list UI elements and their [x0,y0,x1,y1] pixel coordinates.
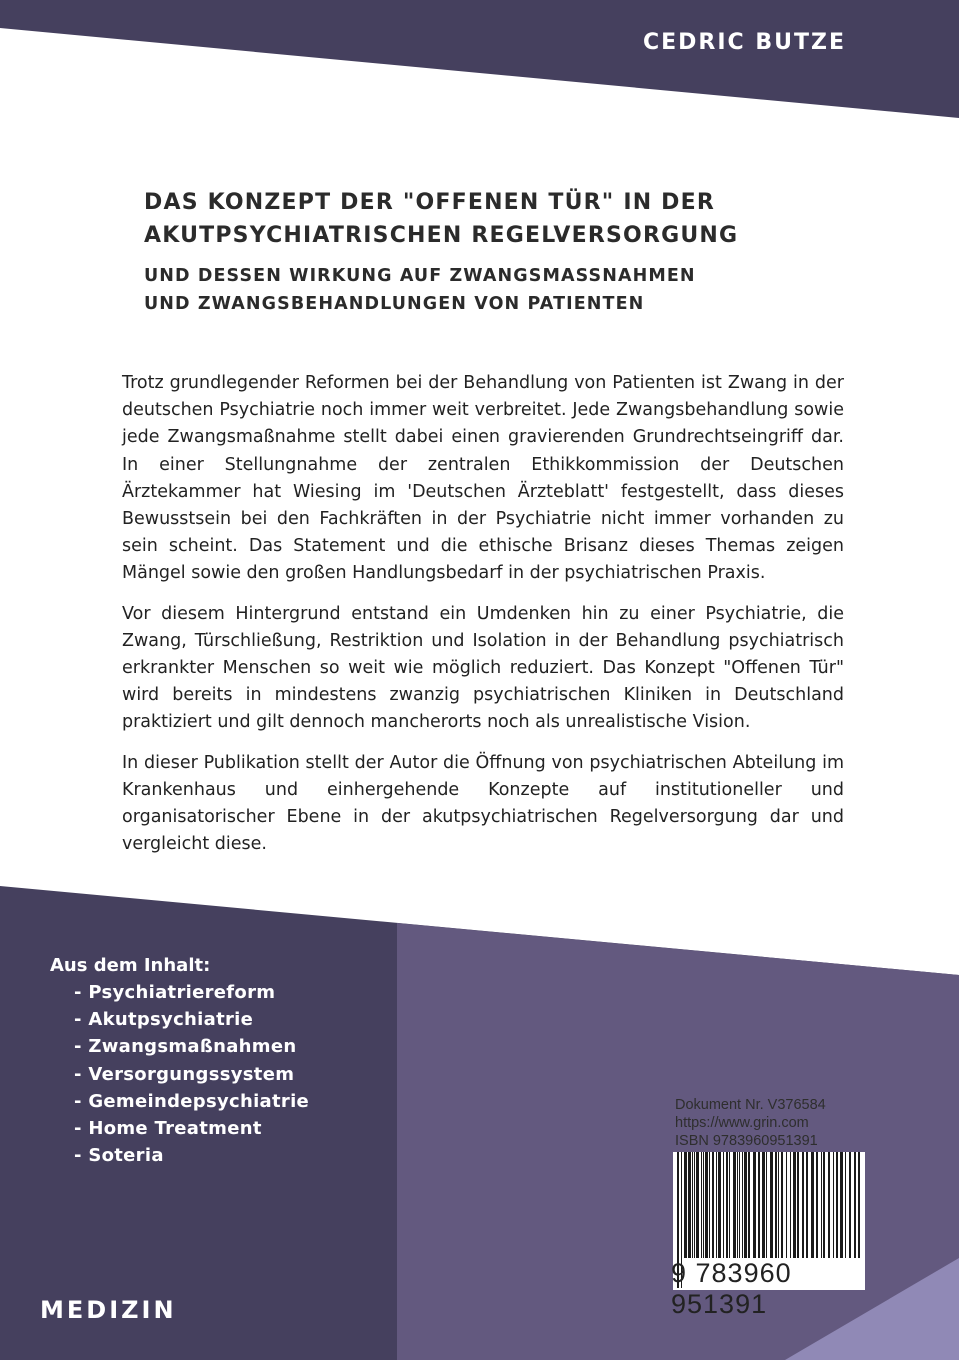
barcode-bar [778,1152,779,1258]
barcode-bar [854,1152,856,1258]
barcode-bar [753,1152,756,1258]
subtitle-line: UND ZWANGSBEHANDLUNGEN VON PATIENTEN [144,294,645,314]
barcode-bar [823,1152,825,1258]
barcode-bar [709,1152,710,1258]
barcode-bar [688,1152,691,1258]
subtitle-line: UND DESSEN WIRKUNG AUF ZWANGSMASSNAHMEN [144,266,696,286]
barcode-bar [744,1152,747,1258]
barcode-bar [836,1152,838,1258]
barcode-bar [729,1152,730,1258]
barcode-bar [845,1152,846,1258]
barcode-bar [793,1152,796,1258]
barcode-bar [786,1152,787,1258]
barcode-number: 9 783960 951391 [671,1258,792,1319]
barcode-bar [770,1152,773,1258]
barcode-bar [723,1152,724,1258]
contents-item: - Gemeindepsychiatrie [74,1090,310,1112]
contents-item: - Zwangsmaßnahmen [74,1036,297,1058]
blurb-paragraph: Vor diesem Hintergrund entstand ein Umdenken hin zu einer Psychiatrie, die Zwang, Türschließung, Restriktion und Isolation in der Behandlung psychiatrisch erkrankter Menschen so weit wie möglich reduziert. Das Konzept "Offenen Tür" wird bereits in mindestens zwanzig psychiatrischen Kliniken in Deutschland praktiziert und gilt dennoch mancherorts noch als unrealistische Vision. [122,603,844,733]
barcode-bar [781,1152,783,1258]
barcode-bar [802,1152,804,1258]
title-line: DAS KONZEPT DER "OFFENEN TÜR" IN DER [144,190,716,215]
contents-item: - Psychiatriereform [74,982,276,1003]
barcode-bar [816,1152,818,1258]
barcode-bar [758,1152,760,1258]
document-number: Dokument Nr. V376584 [675,1097,826,1113]
barcode-bar [797,1152,799,1258]
author-name: CEDRIC BUTZE [643,30,846,55]
isbn: ISBN 9783960951391 [675,1133,818,1149]
barcode-bar [833,1152,834,1258]
contents-item: - Home Treatment [74,1118,262,1140]
category-label: MEDIZIN [40,1296,177,1324]
blurb-paragraph: In dieser Publikation stellt der Autor die Öffnung von psychiatrischen Abteilung im Krankenhaus und einhergehende Konzepte auf institutioneller und organisatorischer Ebene in der akutpsychiatrischen Regelversorgung dar und vergleicht diese. [122,752,844,855]
barcode-bar [840,1152,843,1258]
contents-item: - Versorgungssystem [74,1063,295,1085]
barcode-bar [828,1152,830,1258]
barcode-bar [748,1152,750,1258]
barcode-bar [726,1152,728,1258]
barcode-bar [766,1152,767,1258]
book-subtitle [144,262,844,318]
barcode-bar [858,1152,860,1258]
barcode-bar [694,1152,695,1258]
contents-item: - Soteria [74,1145,164,1167]
top-band [0,0,959,118]
barcode-bar [718,1152,721,1258]
contents-heading: Aus dem Inhalt: [50,955,211,976]
barcode-bar [849,1152,851,1258]
barcode-bar [821,1152,822,1258]
book-title [144,186,844,252]
barcode-bar [712,1152,714,1258]
title-line: AKUTPSYCHIATRISCHEN REGELVERSORGUNG [144,223,739,248]
blurb-paragraph: Trotz grundlegender Reformen bei der Behandlung von Patienten ist Zwang in der deutschen Psychiatrie noch immer weit verbreitet. Jede Zwangsbehandlung sowie jede Zwangsmaßnahme stellt dabei einen gravierenden Grundrechtseingriff dar. In einer Stellungnahme der zentralen Ethikkommission der Deutschen Ärztekammer hat Wiesing im 'Deutschen Ärzteblatt' festgestellt, dass dieses Bewusstsein bei den Fachkräften in der Psychiatrie nicht immer vorhanden zu sein scheint. Das Statement und die ethische Brisanz dieses Themas zeigen Mängel sowie den großen Handlungsbedarf in der psychiatrischen Praxis. [122,373,844,584]
barcode-bar [737,1152,738,1258]
barcode-bar [742,1152,743,1258]
barcode-bar [684,1152,687,1258]
barcode-bar [733,1152,736,1258]
table-of-contents [50,952,309,1169]
barcode-bar [790,1152,791,1258]
blurb [122,370,844,871]
barcode-bar [701,1152,702,1258]
document-info [675,1096,826,1150]
barcode-bar [692,1152,693,1258]
barcode-bar [806,1152,808,1258]
barcode-bar [716,1152,717,1258]
barcode-bar [811,1152,814,1258]
barcode-bar [762,1152,765,1258]
contents-list [50,979,309,1169]
barcode-bar [696,1152,699,1258]
barcode-bar [775,1152,777,1258]
barcode-bar [705,1152,708,1258]
barcode-bar [739,1152,740,1258]
barcode-bar [703,1152,704,1258]
publisher-url: https://www.grin.com [675,1115,809,1131]
contents-item: - Akutpsychiatrie [74,1009,254,1031]
